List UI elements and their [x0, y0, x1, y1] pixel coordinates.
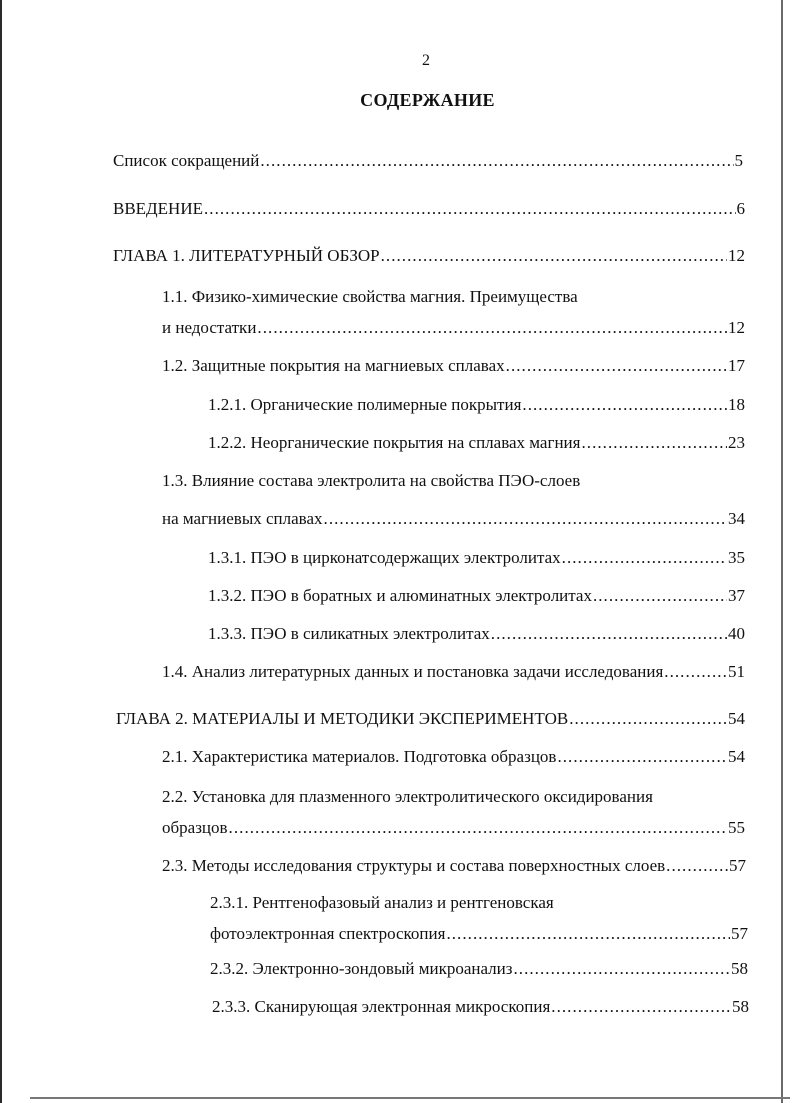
dot-leader	[324, 508, 727, 530]
toc-entry-1-2-2	[208, 432, 745, 454]
toc-entry-1-2-1	[208, 394, 745, 416]
toc-entry-1-4	[162, 661, 745, 683]
toc-entry-page: 37	[728, 586, 745, 605]
toc-entry-text: образцов	[162, 818, 228, 837]
scan-edge-bottom	[30, 1097, 790, 1099]
toc-entry-text: ВВЕДЕНИЕ	[113, 199, 203, 218]
toc-entry-page: 54	[728, 709, 745, 728]
scan-edge-right	[781, 0, 783, 1103]
toc-entry-chapter-1	[113, 245, 745, 267]
toc-entry-2-3-3	[212, 996, 749, 1018]
dot-leader	[381, 245, 727, 267]
toc-entry-page: 12	[728, 318, 745, 337]
toc-entry-text: фотоэлектронная спектроскопия	[210, 924, 446, 943]
dot-leader	[491, 623, 727, 645]
dot-leader	[513, 958, 730, 980]
toc-entry-introduction	[113, 198, 745, 220]
toc-entry-text: 2.3.3. Сканирующая электронная микроскопия	[212, 997, 551, 1016]
toc-entry-page: 6	[736, 199, 745, 218]
toc-entry-page: 40	[728, 624, 745, 643]
toc-entry-page: 57	[729, 856, 746, 875]
dot-leader	[557, 746, 727, 768]
toc-entry-text: и недостатки	[162, 318, 257, 337]
toc-entry-page: 17	[728, 356, 745, 375]
toc-entry-page: 58	[732, 997, 749, 1016]
toc-entry-1-3-1	[208, 547, 745, 569]
toc-entry-text: 1.2.2. Неорганические покрытия на сплавах магния	[208, 433, 581, 452]
dot-leader	[666, 855, 728, 877]
dot-leader	[581, 432, 727, 454]
toc-entry-page: 54	[728, 747, 745, 766]
scan-edge-left	[0, 0, 2, 1103]
toc-entry-1-3-2	[208, 585, 745, 607]
toc-entry-text: на магниевых сплавах	[162, 509, 323, 528]
toc-entry-1-3	[162, 508, 745, 530]
toc-entry-page: 35	[728, 548, 745, 567]
dot-leader	[522, 394, 727, 416]
toc-entry-text: 1.3.2. ПЭО в боратных и алюминатных электролитах	[208, 586, 592, 605]
toc-entry-1-1-line1: 1.1. Физико-химические свойства магния. Преимущества	[162, 287, 578, 306]
dot-leader	[551, 996, 731, 1018]
toc-entry-text: 2.1. Характеристика материалов. Подготовка образцов	[162, 747, 557, 766]
dot-leader	[229, 817, 727, 839]
toc-entry-page: 18	[728, 395, 745, 414]
toc-entry-text: 1.2.1. Органические полимерные покрытия	[208, 395, 522, 414]
toc-entry-page: 57	[731, 924, 748, 943]
dot-leader	[257, 317, 727, 339]
toc-entry-page: 12	[728, 246, 745, 265]
toc-entry-page: 34	[728, 509, 745, 528]
toc-entry-page: 23	[728, 433, 745, 452]
dot-leader	[506, 355, 727, 377]
toc-entry-2-2-line1: 2.2. Установка для плазменного электролитического оксидирования	[162, 787, 653, 806]
toc-entry-page: 5	[734, 151, 743, 170]
toc-entry-text: 2.3. Методы исследования структуры и состава поверхностных слоев	[162, 856, 666, 875]
toc-entry-text: 1.3.3. ПЭО в силикатных электролитах	[208, 624, 490, 643]
toc-entry-1-1	[162, 317, 745, 339]
dot-leader	[664, 661, 727, 683]
dot-leader	[446, 923, 730, 945]
dot-leader	[260, 150, 733, 172]
toc-entry-text: ГЛАВА 1. ЛИТЕРАТУРНЫЙ ОБЗОР	[113, 246, 380, 265]
toc-entry-text: 2.3.2. Электронно-зондовый микроанализ	[210, 959, 513, 978]
page-number: 2	[422, 52, 430, 69]
dot-leader	[593, 585, 727, 607]
toc-entry-page: 51	[728, 662, 745, 681]
toc-entry-page: 58	[731, 959, 748, 978]
toc-entry-2-3-2	[210, 958, 748, 980]
dot-leader	[204, 198, 736, 220]
toc-entry-page: 55	[728, 818, 745, 837]
toc-entry-2-3-1	[210, 923, 748, 945]
toc-entry-abbreviations	[113, 150, 743, 172]
dot-leader	[569, 708, 727, 730]
toc-entry-2-3-1-line1: 2.3.1. Рентгенофазовый анализ и рентгеновская	[210, 893, 554, 912]
toc-entry-1-2	[162, 355, 745, 377]
toc-entry-1-3-line1: 1.3. Влияние состава электролита на свойства ПЭО-слоев	[162, 471, 581, 490]
toc-entry-2-1	[162, 746, 745, 768]
toc-entry-text: ГЛАВА 2. МАТЕРИАЛЫ И МЕТОДИКИ ЭКСПЕРИМЕНТОВ	[116, 709, 569, 728]
toc-entry-chapter-2	[116, 708, 745, 730]
toc-entry-2-2	[162, 817, 745, 839]
toc-entry-text: 1.4. Анализ литературных данных и постановка задачи исследования	[162, 662, 664, 681]
toc-entry-text: Список сокращений	[113, 151, 260, 170]
toc-entry-2-3	[162, 855, 746, 877]
toc-entry-text: 1.2. Защитные покрытия на магниевых сплавах	[162, 356, 505, 375]
toc-entry-text: 1.3.1. ПЭО в цирконатсодержащих электролитах	[208, 548, 561, 567]
dot-leader	[562, 547, 727, 569]
toc-title: СОДЕРЖАНИЕ	[360, 90, 495, 110]
toc-entry-1-3-3	[208, 623, 745, 645]
